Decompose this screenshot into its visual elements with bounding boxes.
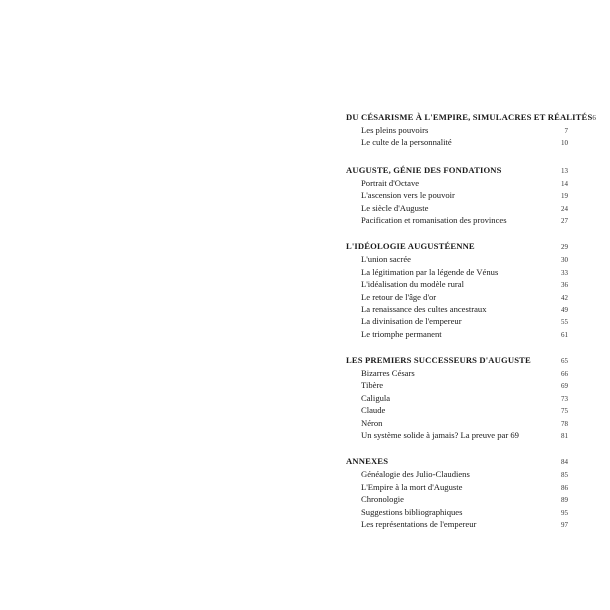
page-number: 65 — [561, 357, 568, 366]
toc-entry[interactable] — [346, 189, 568, 201]
page-number: 42 — [561, 293, 568, 302]
toc-section-heading[interactable] — [346, 455, 568, 468]
toc-entry[interactable] — [346, 177, 568, 189]
toc-entry[interactable] — [346, 379, 568, 391]
table-of-contents — [346, 111, 596, 544]
entry-title: Bizarres Césars — [361, 368, 415, 379]
entry-title: Le siècle d'Auguste — [361, 202, 429, 213]
entry-title: Portrait d'Octave — [361, 177, 420, 188]
page-number: 84 — [561, 458, 568, 467]
toc-entry[interactable] — [346, 266, 568, 278]
section-title: ANNEXES — [346, 456, 389, 467]
page-number: 89 — [561, 496, 568, 505]
section-title: L'IDÉOLOGIE AUGUSTÉENNE — [346, 241, 475, 252]
page-number: 66 — [561, 370, 568, 379]
toc-entry[interactable] — [346, 202, 568, 214]
page-number: 13 — [561, 166, 568, 175]
entry-title: Le culte de la personnalité — [361, 137, 452, 148]
page-number: 61 — [561, 330, 568, 339]
toc-entry[interactable] — [346, 367, 568, 379]
toc-entry[interactable] — [346, 214, 568, 226]
toc-entry[interactable] — [346, 315, 568, 327]
toc-section — [346, 240, 568, 340]
page-number: 95 — [561, 508, 568, 517]
page-number: 97 — [561, 520, 568, 529]
page-number: 14 — [561, 179, 568, 188]
toc-section-heading[interactable] — [346, 111, 596, 124]
entry-title: La légitimation par la légende de Vénus — [361, 266, 499, 277]
entry-title: Suggestions bibliographiques — [361, 506, 463, 517]
entry-title: L'Empire à la mort d'Auguste — [361, 481, 463, 492]
page-number: 10 — [561, 139, 568, 148]
toc-entry[interactable] — [346, 392, 568, 404]
toc-section — [346, 111, 596, 149]
entry-title: Les pleins pouvoirs — [361, 125, 429, 135]
toc-entry[interactable] — [346, 481, 568, 493]
page-number: 69 — [561, 382, 568, 391]
page-number: 78 — [561, 419, 568, 428]
toc-entry[interactable] — [346, 429, 568, 441]
page-number: 55 — [561, 318, 568, 327]
toc-entry[interactable] — [346, 136, 568, 148]
entry-title: L'ascension vers le pouvoir — [361, 190, 455, 201]
entry-title: La renaissance des cultes ancestraux — [361, 303, 487, 314]
entry-title: Chronologie — [361, 494, 404, 505]
page-number: 24 — [561, 204, 568, 213]
toc-section-heading[interactable] — [346, 240, 568, 253]
entry-title: Néron — [361, 417, 383, 428]
toc-section — [346, 455, 568, 530]
entry-title: Généalogie des Julio-Claudiens — [361, 469, 470, 480]
page-number: 27 — [561, 216, 568, 225]
page-number: 86 — [561, 483, 568, 492]
toc-entry[interactable] — [346, 506, 568, 518]
toc-section-heading[interactable] — [346, 354, 568, 367]
toc-entry[interactable] — [346, 468, 568, 480]
section-title: LES PREMIERS SUCCESSEURS D'AUGUSTE — [346, 355, 531, 366]
page-number: 81 — [561, 432, 568, 441]
page-number: 36 — [561, 281, 568, 290]
toc-entry[interactable] — [346, 253, 568, 265]
entry-title: Tibère — [361, 380, 384, 391]
page-number: 7 — [564, 127, 568, 135]
entry-title: Caligula — [361, 392, 391, 403]
toc-section — [346, 164, 568, 227]
toc-entry[interactable] — [346, 404, 568, 416]
section-title: AUGUSTE, GÉNIE DES FONDATIONS — [346, 164, 502, 175]
page-number: 73 — [561, 394, 568, 403]
entry-title: Un système solide à jamais? La preuve par 69 — [361, 430, 519, 441]
entry-title: L'union sacrée — [361, 254, 411, 265]
entry-title: Le retour de l'âge d'or — [361, 291, 437, 302]
toc-entry[interactable] — [346, 278, 568, 290]
entry-title: L'idéalisation du modèle rural — [361, 279, 464, 290]
page-number: 49 — [561, 305, 568, 314]
page-number: 33 — [561, 268, 568, 277]
toc-entry[interactable] — [346, 518, 568, 530]
toc-entry[interactable] — [346, 291, 568, 303]
entry-title: La divinisation de l'empereur — [361, 316, 462, 327]
toc-section-heading[interactable] — [346, 164, 568, 177]
entry-title: Les représentations de l'empereur — [361, 518, 477, 529]
section-title: DU CÉSARISME À L'EMPIRE, SIMULACRES ET RÉALITÉS — [346, 112, 593, 122]
page-number: 30 — [561, 256, 568, 265]
toc-entry[interactable] — [346, 493, 568, 505]
page-number: 6 — [592, 114, 596, 122]
entry-title: Pacification et romanisation des provinces — [361, 214, 507, 225]
toc-entry[interactable] — [346, 417, 568, 429]
toc-entry[interactable] — [346, 328, 568, 340]
page-number: 85 — [561, 471, 568, 480]
entry-title: Le triomphe permanent — [361, 328, 442, 339]
toc-entry[interactable] — [346, 303, 568, 315]
entry-title: Claude — [361, 405, 386, 416]
toc-section — [346, 354, 568, 441]
page-number: 75 — [561, 407, 568, 416]
page-number: 19 — [561, 192, 568, 201]
page-number: 29 — [561, 243, 568, 252]
toc-entry[interactable] — [346, 124, 568, 136]
